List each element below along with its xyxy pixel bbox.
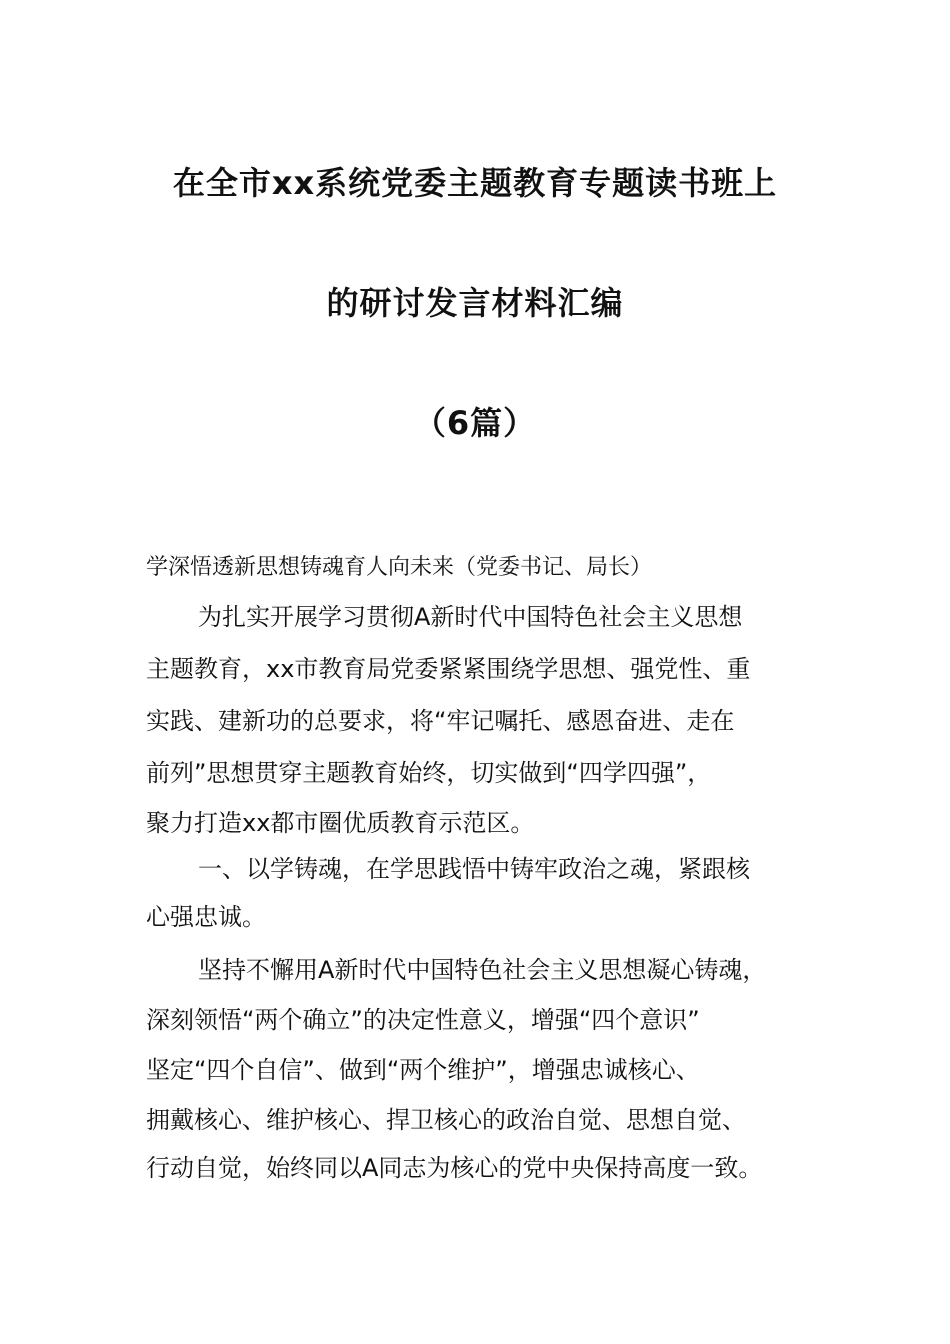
- paragraph-1-line-4: 前列”思想贯穿主题教育始终，切实做到“四学四强”，: [146, 759, 712, 787]
- heading-1-line-2: 心强忠诚。: [146, 903, 266, 931]
- document-title-line-2: 的研讨发言材料汇编: [326, 284, 624, 322]
- paragraph-2-line-5: 行动自觉，始终同以A同志为核心的党中央保持高度一致。: [146, 1154, 763, 1182]
- heading-1-line-1: 一、以学铸魂，在学思践悟中铸牢政治之魂，紧跟核: [198, 855, 750, 883]
- article-subtitle: 学深悟透新思想铸魂育人向未来（党委书记、局长）: [146, 555, 653, 580]
- paragraph-1-line-3: 实践、建新功的总要求，将“牢记嘱托、感恩奋进、走在: [146, 707, 735, 735]
- document-title-line-1: 在全市xx系统党委主题教育专题读书班上: [172, 164, 778, 202]
- paragraph-2-line-2: 深刻领悟“两个确立”的决定性意义，增强“四个意识”: [146, 1006, 700, 1034]
- paragraph-1-line-5: 聚力打造xx都市圈优质教育示范区。: [146, 809, 535, 837]
- paragraph-2-line-1: 坚持不懈用A新时代中国特色社会主义思想凝心铸魂，: [198, 956, 767, 984]
- paragraph-1-line-1: 为扎实开展学习贯彻A新时代中国特色社会主义思想: [198, 603, 743, 631]
- paragraph-1-line-2: 主题教育，xx市教育局党委紧紧围绕学思想、强党性、重: [146, 655, 751, 683]
- paragraph-2-line-3: 坚定“四个自信”、做到“两个维护”，增强忠诚核心、: [146, 1056, 700, 1084]
- document-title-count: （6篇）: [413, 404, 537, 442]
- paragraph-2-line-4: 拥戴核心、维护核心、捍卫核心的政治自觉、思想自觉、: [146, 1106, 746, 1134]
